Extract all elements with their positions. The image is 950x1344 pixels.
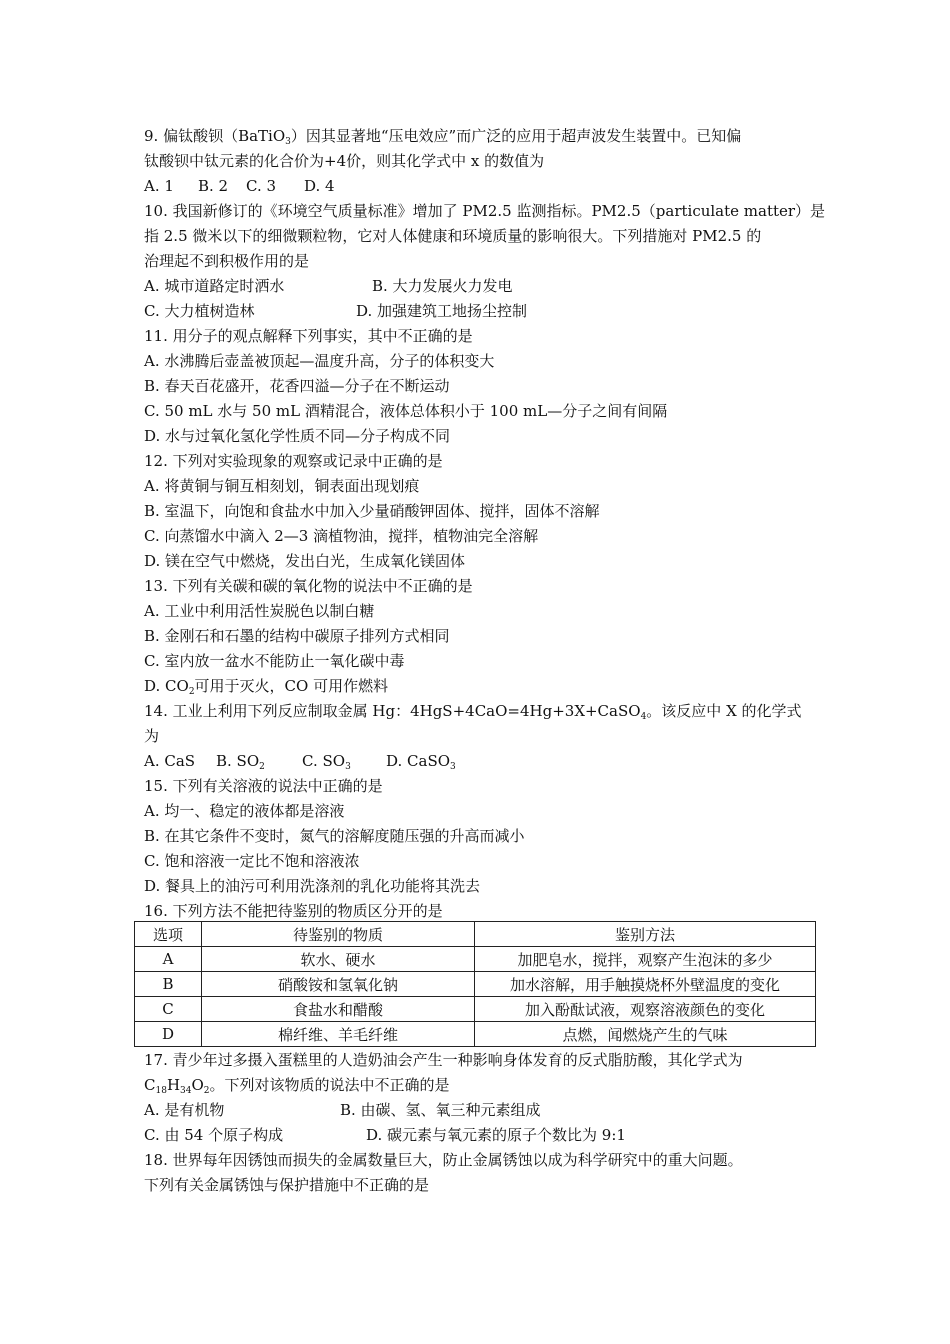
q13-option-b: B. 金刚石和石墨的结构中碳原子排列方式相同 [144, 627, 450, 645]
q17-options-cd [144, 1123, 824, 1148]
q16-table [134, 921, 816, 1047]
table-row [135, 947, 816, 972]
q10-option-b: B. 大力发展火力发电 [372, 277, 513, 295]
q16-stem: 16. 下列方法不能把待鉴别的物质区分开的是 [144, 902, 443, 920]
table-cell: A [135, 947, 202, 972]
q13-option-a: A. 工业中利用活性炭脱色以制白糖 [144, 602, 375, 620]
q18-stem-line-2: 下列有关金属锈蚀与保护措施中不正确的是 [144, 1176, 430, 1194]
q15-option-a: A. 均一、稳定的液体都是溶液 [144, 802, 345, 820]
q12-option-d: D. 镁在空气中燃烧，发出白光，生成氧化镁固体 [144, 552, 466, 570]
q15-option-c: C. 饱和溶液一定比不饱和溶液浓 [144, 852, 360, 870]
q11-stem: 11. 用分子的观点解释下列事实，其中不正确的是 [144, 327, 473, 345]
q10-option-c: C. 大力植树造林 [144, 302, 255, 320]
table-cell: D [135, 1022, 202, 1047]
table-header-row [135, 922, 816, 947]
q11-option-c: C. 50 mL 水与 50 mL 酒精混合，液体总体积小于 100 mL—分子之间有间隔 [144, 402, 668, 420]
q9-stem-line-2: 钛酸钡中钛元素的化合价为+4价，则其化学式中 x 的数值为 [144, 152, 545, 170]
q11-option-b: B. 春天百花盛开，花香四溢—分子在不断运动 [144, 377, 450, 395]
q9-option-b: B. 2 [198, 177, 229, 195]
q14-option-b: B. $SO_2$ [216, 752, 265, 772]
q17-options-ab [144, 1098, 824, 1123]
q10-stem-line-3: 治理起不到积极作用的是 [144, 252, 310, 270]
table-cell: 软水、硬水 [202, 947, 475, 972]
table-cell: 点燃，闻燃烧产生的气味 [475, 1022, 816, 1047]
q17-stem-line-2: $C_{18}H_{34}O_2$。下列对该物质的说法中不正确的是 [144, 1076, 450, 1096]
q11-option-d: D. 水与过氧化氢化学性质不同—分子构成不同 [144, 427, 451, 445]
table-header-cell: 选项 [135, 922, 202, 947]
q10-options-ab [144, 274, 824, 299]
table-cell: 加肥皂水，搅拌，观察产生泡沫的多少 [475, 947, 816, 972]
q12-option-b: B. 室温下，向饱和食盐水中加入少量硝酸钾固体、搅拌，固体不溶解 [144, 502, 600, 520]
q12-option-c: C. 向蒸馏水中滴入 2—3 滴植物油，搅拌，植物油完全溶解 [144, 527, 539, 545]
q10-option-d: D. 加强建筑工地扬尘控制 [356, 302, 528, 320]
q10-option-a: A. 城市道路定时洒水 [144, 277, 285, 295]
q10-options-cd [144, 299, 824, 324]
q14-stem-line-1: 14. 工业上利用下列反应制取金属 Hg：4HgS+4CaO=4Hg+3X+CaSO$_4$。该反应中 X 的化学式 [144, 702, 802, 722]
q15-option-b: B. 在其它条件不变时，氮气的溶解度随压强的升高而减小 [144, 827, 525, 845]
q9-option-d: D. 4 [304, 177, 335, 195]
q14-option-a: A. CaS [144, 752, 196, 770]
q17-option-b: B. 由碳、氢、氧三种元素组成 [340, 1101, 541, 1119]
question-page-continued [144, 1048, 824, 1198]
q9-stem-line-1: 9. 偏钛酸钡（BaTiO$_3$）因其显著地“压电效应”而广泛的应用于超声波发生装置中。已知偏 [144, 127, 742, 147]
table-cell: B [135, 972, 202, 997]
table-row [135, 1022, 816, 1047]
q12-stem: 12. 下列对实验现象的观察或记录中正确的是 [144, 452, 443, 470]
table-cell: 棉纤维、羊毛纤维 [202, 1022, 475, 1047]
q12-option-a: A. 将黄铜与铜互相刻划，铜表面出现划痕 [144, 477, 420, 495]
table-header-cell: 鉴别方法 [475, 922, 816, 947]
q17-option-a: A. 是有机物 [144, 1101, 225, 1119]
q17-stem-line-1: 17. 青少年过多摄入蛋糕里的人造奶油会产生一种影响身体发育的反式脂肪酸，其化学式为 [144, 1051, 743, 1069]
q17-option-c: C. 由 54 个原子构成 [144, 1126, 284, 1144]
table-header-cell: 待鉴别的物质 [202, 922, 475, 947]
table-cell: 食盐水和醋酸 [202, 997, 475, 1022]
q13-option-c: C. 室内放一盆水不能防止一氧化碳中毒 [144, 652, 405, 670]
table-cell: C [135, 997, 202, 1022]
q14-stem-line-2: 为 [144, 727, 160, 745]
q14-option-c: C. $SO_3$ [302, 752, 351, 772]
q10-stem-line-1: 10. 我国新修订的《环境空气质量标准》增加了 PM2.5 监测指标。PM2.5（particulate matter）是 [144, 202, 826, 220]
table-cell: 加入酚酞试液，观察溶液颜色的变化 [475, 997, 816, 1022]
table-row [135, 997, 816, 1022]
q9-options [144, 174, 824, 199]
q11-option-a: A. 水沸腾后壶盖被顶起—温度升高，分子的体积变大 [144, 352, 495, 370]
q9-option-a: A. 1 [144, 177, 174, 195]
q13-stem: 13. 下列有关碳和碳的氧化物的说法中不正确的是 [144, 577, 473, 595]
q15-stem: 15. 下列有关溶液的说法中正确的是 [144, 777, 383, 795]
q15-option-d: D. 餐具上的油污可利用洗涤剂的乳化功能将其洗去 [144, 877, 481, 895]
q9-option-c: C. 3 [246, 177, 277, 195]
table-cell: 加水溶解，用手触摸烧杯外壁温度的变化 [475, 972, 816, 997]
q10-stem-line-2: 指 2.5 微米以下的细微颗粒物，它对人体健康和环境质量的影响很大。下列措施对 PM2.5 的 [144, 227, 762, 245]
table-cell: 硝酸铵和氢氧化钠 [202, 972, 475, 997]
q14-options [144, 749, 824, 774]
q17-option-d: D. 碳元素与氧元素的原子个数比为 9:1 [366, 1126, 626, 1144]
table-row [135, 972, 816, 997]
q13-option-d: D. $CO_2$可用于灭火，CO 可用作燃料 [144, 677, 389, 697]
q14-option-d: D. CaSO$_3$ [386, 752, 456, 772]
question-page [144, 124, 824, 924]
q18-stem-line-1: 18. 世界每年因锈蚀而损失的金属数量巨大，防止金属锈蚀以成为科学研究中的重大问题。 [144, 1151, 743, 1169]
